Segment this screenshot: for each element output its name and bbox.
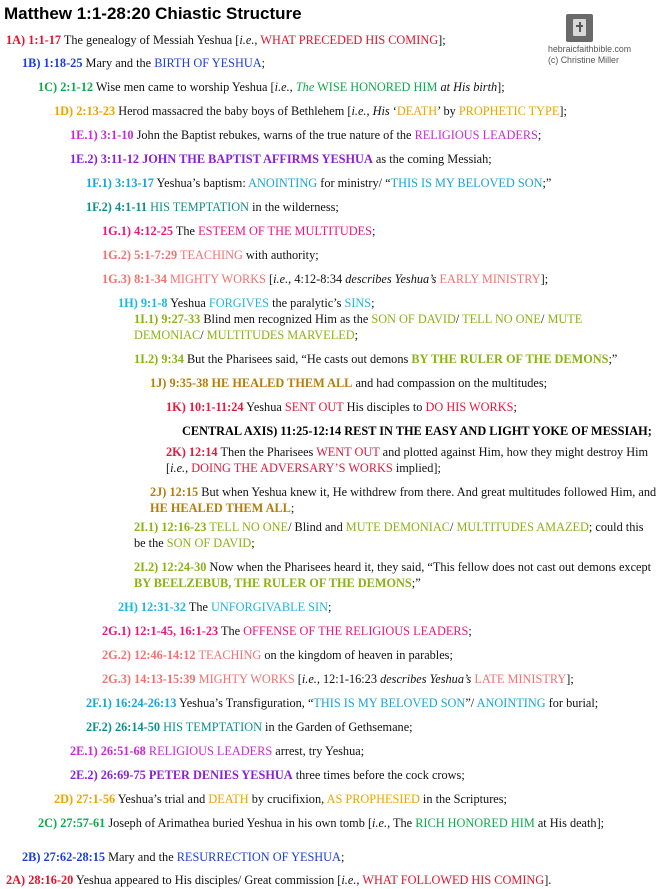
outline-row <box>54 104 567 120</box>
row-text-segment: HE HEALED THEM ALL <box>208 376 353 390</box>
row-text-segment: ; <box>290 500 295 515</box>
row-text-segment: SENT OUT <box>284 400 344 414</box>
outline-row <box>150 485 660 516</box>
row-text-segment: TELL NO ONE <box>206 520 289 534</box>
outline-row <box>6 873 551 889</box>
row-text-segment: ’ by <box>437 104 459 118</box>
row-text-segment: ANOINTING <box>476 696 546 710</box>
row-text-segment: ANOINTING <box>248 176 318 190</box>
row-label: 1H) <box>118 296 138 310</box>
row-text-segment: [ <box>265 272 274 286</box>
row-text-segment: Yeshua appeared to His disciples/ Great commission [ <box>73 873 342 887</box>
row-reference: 27:57-61 <box>60 816 106 830</box>
row-text-segment: UNFORGIVABLE SIN <box>211 600 328 614</box>
row-label: 1I.2) <box>134 352 159 366</box>
row-reference: 4:12-25 <box>134 224 174 238</box>
row-text-segment: ; <box>371 224 376 238</box>
row-text-segment: in the wilderness; <box>249 200 339 214</box>
row-text-segment: The <box>295 80 315 94</box>
outline-row <box>86 200 339 216</box>
row-text-segment: and had compassion on the multitudes; <box>352 376 548 390</box>
row-text-segment: BIRTH OF YESHUA <box>154 56 262 70</box>
outline-row <box>134 312 654 343</box>
outline-row <box>134 520 654 551</box>
page-title: Matthew 1:1-28:20 Chiastic Structure <box>4 4 302 23</box>
row-label: 2J) <box>150 485 167 499</box>
row-text-segment: SON OF DAVID <box>371 312 456 326</box>
row-text-segment: WHAT FOLLOWED HIS COMING <box>362 873 545 887</box>
row-reference: 9:35-38 <box>169 376 209 390</box>
row-label: 1A) <box>6 33 26 47</box>
row-reference: 12:1-45, 16:1-23 <box>134 624 219 638</box>
row-text-segment: FORGIVES <box>208 296 270 310</box>
credit-block <box>548 44 631 65</box>
row-reference: 3:13-17 <box>114 176 154 190</box>
row-text-segment: RELIGIOUS LEADERS <box>145 744 273 758</box>
row-reference: 10:1-11:24 <box>188 400 244 414</box>
row-label: 2E.1) <box>70 744 98 758</box>
row-label: 2G.2) <box>102 648 132 662</box>
row-text-segment: / <box>455 312 463 326</box>
row-text-segment: i.e., His <box>351 104 390 118</box>
outline-row <box>118 296 375 312</box>
row-text-segment: RELIGIOUS LEADERS <box>414 128 538 142</box>
row-text-segment: / <box>449 520 457 534</box>
row-reference: 9:1-8 <box>140 296 168 310</box>
row-text-segment: Then the Pharisees <box>217 445 317 459</box>
row-text-segment: ;” <box>542 176 552 190</box>
row-reference: 27:62-28:15 <box>43 850 106 864</box>
outline-row <box>22 850 344 866</box>
row-text-segment: for ministry/ “ <box>317 176 391 190</box>
row-text-segment: Yeshua’s trial and <box>115 792 209 806</box>
row-text-segment: ; <box>340 850 345 864</box>
row-text-segment: Wise men came to worship Yeshua [ <box>93 80 275 94</box>
bible-cross-icon <box>566 14 593 42</box>
row-text-segment: in the Scriptures; <box>419 792 507 806</box>
row-text-segment: ]; <box>497 80 505 94</box>
row-text-segment: with authority; <box>242 248 319 262</box>
row-text-segment: OFFENSE OF THE RELIGIOUS LEADERS <box>243 624 469 638</box>
row-label: 2B) <box>22 850 41 864</box>
row-label: 2C) <box>38 816 58 830</box>
row-reference: 12:24-30 <box>161 560 207 574</box>
outline-row <box>38 80 505 96</box>
row-text-segment: HIS TEMPTATION <box>147 200 249 214</box>
row-text-segment: i.e., <box>341 873 360 887</box>
row-text-segment: ]. <box>544 873 552 887</box>
row-text-segment: ; <box>261 56 266 70</box>
row-label: 2E.2) <box>70 768 98 782</box>
row-label: 1J) <box>150 376 167 390</box>
row-label: 1I.1) <box>134 312 159 326</box>
row-label: 2I.2) <box>134 560 159 574</box>
row-label: 1E.2) <box>70 152 98 166</box>
outline-row <box>86 176 551 192</box>
row-text-segment: ; could this be the <box>134 520 644 550</box>
outline-row <box>102 224 375 240</box>
row-text-segment: / <box>540 312 548 326</box>
row-text-segment: But when Yeshua knew it, He withdrew from there. And great multitudes followed Him, and <box>198 485 657 499</box>
row-text-segment: HIS TEMPTATION <box>160 720 262 734</box>
row-text-segment: ; <box>251 535 255 550</box>
row-text-segment: MIGHTY WORKS <box>195 672 295 686</box>
row-label: 2F.1) <box>86 696 112 710</box>
row-label: 1B) <box>22 56 41 70</box>
credit-site: hebraicfaithbible.com <box>548 44 632 54</box>
row-text-segment: Yeshua <box>167 296 209 310</box>
row-text-segment: RESURRECTION OF YESHUA <box>176 850 341 864</box>
row-text-segment: DOING THE ADVERSARY’S WORKS <box>191 460 393 475</box>
row-reference: 4:1-11 <box>114 200 148 214</box>
row-reference: 28:16-20 <box>28 873 74 887</box>
row-text-segment: ]; <box>559 104 567 118</box>
row-reference: 12:14 <box>188 445 218 459</box>
outline-row <box>150 376 547 392</box>
outline-row <box>102 648 453 664</box>
row-text-segment: Joseph of Arimathea buried Yeshua in his own tomb [ <box>105 816 373 830</box>
row-reference: 12:46-14:12 <box>134 648 196 662</box>
row-text-segment: / Blind and <box>288 520 346 534</box>
outline-row <box>86 696 598 712</box>
row-reference: 5:1-7:29 <box>134 248 178 262</box>
row-reference: 26:51-68 <box>100 744 146 758</box>
row-text-segment: MUTE DEMONIAC <box>345 520 450 534</box>
row-text-segment: ; <box>647 424 652 438</box>
credit-copyright: (c) Christine Miller <box>548 54 619 65</box>
row-label: 2I.1) <box>134 520 159 534</box>
row-text-segment: ]; <box>540 272 549 286</box>
row-text-segment: implied]; <box>392 460 441 475</box>
outline-row <box>6 33 446 49</box>
row-label: 1G.1) <box>102 224 132 238</box>
outline-row <box>166 400 517 416</box>
row-label: 1F.1) <box>86 176 112 190</box>
outline-row <box>102 624 472 640</box>
row-text-segment: RICH HONORED HIM <box>415 816 535 830</box>
outline-row <box>182 424 652 440</box>
row-text-segment: 4:12-8:34 <box>291 272 346 286</box>
row-text-segment: as the coming Messiah; <box>372 152 492 166</box>
row-text-segment: PROPHETIC TYPE <box>458 104 560 118</box>
row-text-segment: by crucifixion, <box>248 792 327 806</box>
row-text-segment: AS PROPHESIED <box>326 792 420 806</box>
row-text-segment: ”/ <box>465 696 477 710</box>
outline-row <box>54 792 507 808</box>
row-reference: 2:1-12 <box>60 80 93 94</box>
row-text-segment: and plotted against Him, how they might destroy Him [ <box>166 445 649 475</box>
row-reference: 14:13-15:39 <box>134 672 196 686</box>
row-text-segment: describes Yeshua’s <box>380 672 472 686</box>
row-text-segment: i.e., <box>170 460 189 475</box>
row-text-segment: BY THE RULER OF THE DEMONS <box>411 352 609 366</box>
row-reference: 2:13-23 <box>76 104 116 118</box>
row-text-segment: His disciples to <box>343 400 426 414</box>
row-text-segment: the paralytic’s <box>269 296 345 310</box>
row-text-segment: ]; <box>566 672 574 686</box>
row-text-segment: TELL NO ONE <box>462 312 541 326</box>
row-text-segment: TEACHING <box>177 248 243 262</box>
row-text-segment: REST IN THE EASY AND LIGHT YOKE OF MESSIAH <box>341 424 648 438</box>
row-label: CENTRAL AXIS) <box>182 424 278 438</box>
row-text-segment: TEACHING <box>195 648 262 662</box>
row-text-segment: DEATH <box>396 104 438 118</box>
outline-row <box>22 56 265 72</box>
outline-row <box>118 600 331 616</box>
row-text-segment: The <box>390 816 416 830</box>
row-text-segment: 12:1-16:23 <box>319 672 381 686</box>
row-text-segment: Herod massacred the baby boys of Bethlehem [ <box>115 104 352 118</box>
outline-row <box>102 672 574 688</box>
row-text-segment: for burial; <box>545 696 599 710</box>
row-text-segment: i.e., <box>301 672 320 686</box>
row-text-segment: ]; <box>438 33 446 47</box>
row-text-segment: ‘ <box>389 104 397 118</box>
row-text-segment: John the Baptist rebukes, warns of the true nature of the <box>133 128 415 142</box>
row-text-segment: i.e., <box>239 33 258 47</box>
outline-row <box>70 152 492 168</box>
row-text-segment: [ <box>294 672 302 686</box>
row-text-segment: / <box>200 327 207 342</box>
row-text-segment: ;” <box>608 352 618 366</box>
row-reference: 3:11-12 <box>100 152 140 166</box>
row-text-segment: Mary and the <box>82 56 155 70</box>
row-reference: 12:31-32 <box>140 600 186 614</box>
row-label: 1C) <box>38 80 58 94</box>
row-label: 2F.2) <box>86 720 112 734</box>
row-text-segment: DO HIS WORKS <box>425 400 514 414</box>
row-text-segment: on the kingdom of heaven in parables; <box>261 648 453 662</box>
row-text-segment: in the Garden of Gethsemane; <box>261 720 413 734</box>
outline-row <box>70 768 465 784</box>
row-text-segment: arrest, try Yeshua; <box>272 744 365 758</box>
row-text-segment: MUTE DEMONIAC <box>134 312 583 342</box>
outline-row <box>86 720 413 736</box>
row-text-segment: WENT OUT <box>316 445 380 459</box>
row-text-segment: i.e., <box>273 272 292 286</box>
row-text-segment: ; <box>327 600 332 614</box>
row-text-segment: The <box>218 624 244 638</box>
row-reference: 8:1-34 <box>134 272 167 286</box>
row-text-segment: ; <box>371 296 375 310</box>
row-text-segment: THIS IS MY BELOVED SON <box>313 696 466 710</box>
row-label: 1F.2) <box>86 200 112 214</box>
row-text-segment: WISE HONORED HIM <box>314 80 438 94</box>
outline-row <box>102 248 319 264</box>
row-reference: 9:27-33 <box>161 312 201 326</box>
row-reference: 12:15 <box>169 485 199 499</box>
row-text-segment: at His death]; <box>534 816 605 830</box>
row-text-segment: MIGHTY WORKS <box>166 272 266 286</box>
row-reference: 1:18-25 <box>43 56 83 70</box>
row-text-segment: MULTITUDES AMAZED <box>456 520 589 534</box>
row-text-segment: ; <box>468 624 472 638</box>
row-text-segment: Yeshua <box>243 400 285 414</box>
row-reference: 26:14-50 <box>114 720 161 734</box>
row-label: 2G.3) <box>102 672 132 686</box>
row-text-segment: BY BEELZEBUB, THE RULER OF THE DEMONS <box>134 575 412 590</box>
row-text-segment: Mary and the <box>105 850 177 864</box>
row-label: 1K) <box>166 400 186 414</box>
row-text-segment: ; <box>354 327 359 342</box>
outline-row <box>166 445 656 476</box>
row-text-segment: But the Pharisees said, “He casts out demons <box>183 352 412 366</box>
row-text-segment: THIS IS MY BELOVED SON <box>390 176 543 190</box>
row-reference: 27:1-56 <box>76 792 116 806</box>
row-text-segment: Now when the Pharisees heard it, they said, “This fellow does not cast out demons except <box>206 560 652 574</box>
row-text-segment: The genealogy of Messiah Yeshua [ <box>61 33 240 47</box>
row-text-segment: The <box>173 224 199 238</box>
row-text-segment: EARLY MINISTRY <box>439 272 541 286</box>
row-reference: 11:25-12:14 <box>280 424 342 438</box>
row-label: 2H) <box>118 600 138 614</box>
row-text-segment: three times before the cock crows; <box>292 768 465 782</box>
row-label: 2G.1) <box>102 624 132 638</box>
row-text-segment: PETER DENIES YESHUA <box>145 768 293 782</box>
outline-row <box>70 744 364 760</box>
row-text-segment: ; <box>513 400 517 414</box>
row-text-segment: ESTEEM OF THE MULTITUDES <box>198 224 372 238</box>
row-text-segment: The <box>185 600 212 614</box>
row-reference: 16:24-26:13 <box>114 696 177 710</box>
row-reference: 3:1-10 <box>100 128 134 142</box>
row-text-segment: describes Yeshua’s <box>345 272 437 286</box>
row-text-segment: SINS <box>344 296 372 310</box>
row-text-segment: HE HEALED THEM ALL <box>150 500 291 515</box>
row-reference: 12:16-23 <box>161 520 207 534</box>
row-text-segment: at His birth <box>437 80 498 94</box>
row-text-segment: Yeshua’s Transfiguration, “ <box>176 696 314 710</box>
row-text-segment: Yeshua’s baptism: <box>153 176 249 190</box>
row-label: 2K) <box>166 445 186 459</box>
outline-row <box>134 352 617 368</box>
row-text-segment: WHAT PRECEDED HIS COMING <box>260 33 439 47</box>
row-label: 2D) <box>54 792 74 806</box>
outline-row <box>134 560 654 591</box>
row-reference: 9:34 <box>161 352 184 366</box>
row-text-segment: ;” <box>411 575 421 590</box>
outline-row <box>38 816 658 832</box>
row-reference: 1:1-17 <box>28 33 61 47</box>
row-text-segment: MULTITUDES MARVELED <box>206 327 355 342</box>
row-text-segment: JOHN THE BAPTIST AFFIRMS YESHUA <box>139 152 373 166</box>
row-text-segment: SON OF DAVID <box>166 535 252 550</box>
row-label: 1E.1) <box>70 128 98 142</box>
row-text-segment: Blind men recognized Him as the <box>200 312 372 326</box>
row-label: 1G.2) <box>102 248 132 262</box>
row-text-segment: LATE MINISTRY <box>474 672 567 686</box>
row-text-segment: i.e., <box>372 816 391 830</box>
row-label: 1D) <box>54 104 74 118</box>
row-label: 2A) <box>6 873 26 887</box>
row-text-segment: DEATH <box>208 792 249 806</box>
row-text-segment: i.e., <box>274 80 293 94</box>
row-reference: 26:69-75 <box>100 768 146 782</box>
outline-row <box>102 272 548 288</box>
row-label: 1G.3) <box>102 272 132 286</box>
row-text-segment: ; <box>537 128 542 142</box>
outline-row <box>70 128 541 144</box>
